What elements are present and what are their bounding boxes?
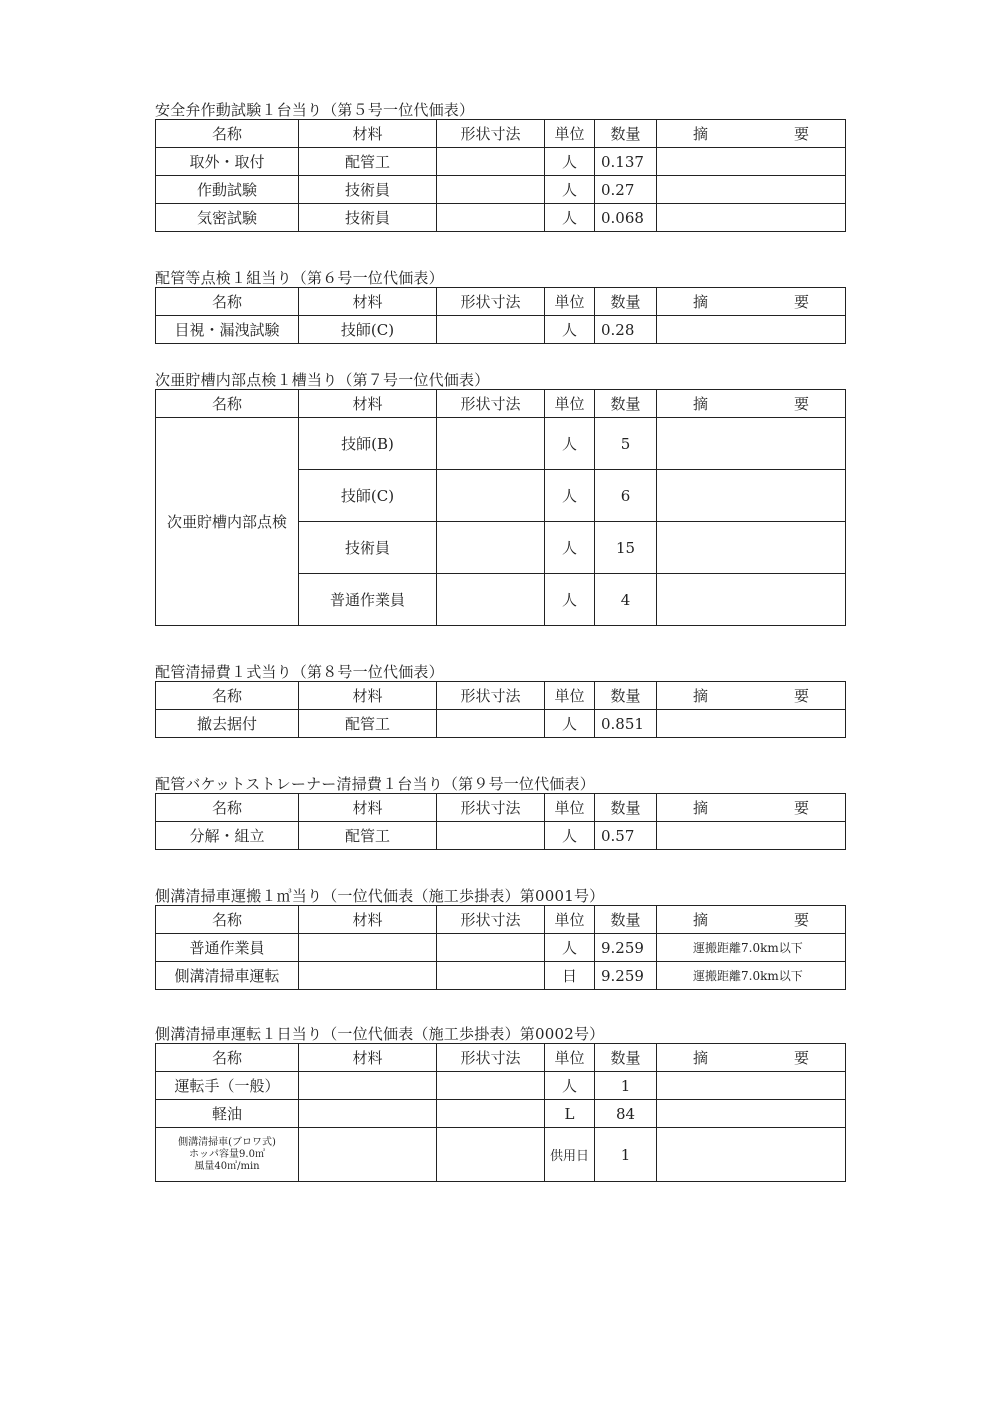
header-material: 材料 [299,120,437,148]
cell-name: 側溝清掃車運転 [156,962,299,990]
cell-qty: 0.851 [595,710,657,738]
cell-qty: 6 [595,470,657,522]
cell-remark [657,316,846,344]
header-shape: 形状寸法 [437,1044,545,1072]
header-row [156,906,846,934]
cell-remark: 運搬距離7.0km以下 [657,962,846,990]
cell-material: 技術員 [299,176,437,204]
header-name: 名称 [156,794,299,822]
table-section-7 [155,1025,845,1182]
cell-remark: 運搬距離7.0km以下 [657,934,846,962]
table-row [156,934,846,962]
table-caption: 配管清掃費１式当り（第８号一位代価表） [155,663,444,681]
header-remark-b: 要 [793,911,809,929]
header-material: 材料 [299,682,437,710]
cell-remark [657,470,846,522]
cost-table [155,905,846,990]
cell-unit: 人 [545,470,595,522]
cost-table [155,389,846,626]
cell-remark [657,1072,846,1100]
cell-shape [437,418,545,470]
header-row [156,1044,846,1072]
header-remark-a: 摘 [693,125,709,143]
cost-table [155,1043,846,1182]
header-remark [657,682,846,710]
header-remark-b: 要 [793,293,809,311]
header-name: 名称 [156,682,299,710]
header-qty: 数量 [595,288,657,316]
name-line-2: ホッパ容量9.0㎥ [189,1148,265,1160]
header-name: 名称 [156,120,299,148]
table-row [156,418,846,470]
header-remark-a: 摘 [693,687,709,705]
cell-qty: 84 [595,1100,657,1128]
cell-remark [657,148,846,176]
cell-qty: 0.28 [595,316,657,344]
cell-qty: 1 [595,1072,657,1100]
header-shape: 形状寸法 [437,390,545,418]
table-row [156,176,846,204]
table-row [156,822,846,850]
table-section-1 [155,101,845,232]
cell-remark [657,1100,846,1128]
cell-name: 目視・漏洩試験 [156,316,299,344]
table-row [156,1072,846,1100]
header-name: 名称 [156,288,299,316]
table-row [156,710,846,738]
header-qty: 数量 [595,906,657,934]
table-caption: 次亜貯槽内部点検１槽当り（第７号一位代価表） [155,371,490,389]
header-qty: 数量 [595,682,657,710]
header-remark-a: 摘 [693,293,709,311]
table-caption: 配管等点検１組当り（第６号一位代価表） [155,269,444,287]
cell-name: 分解・組立 [156,822,299,850]
header-qty: 数量 [595,1044,657,1072]
cell-unit: 人 [545,934,595,962]
cell-name: 取外・取付 [156,148,299,176]
header-remark-b: 要 [793,125,809,143]
header-name: 名称 [156,1044,299,1072]
cell-material [299,1128,437,1182]
header-unit: 単位 [545,120,595,148]
cell-shape [437,1100,545,1128]
header-remark [657,794,846,822]
header-row [156,682,846,710]
cell-material [299,1072,437,1100]
cell-remark [657,710,846,738]
cell-shape [437,934,545,962]
header-shape: 形状寸法 [437,794,545,822]
cell-shape [437,316,545,344]
cell-material: 配管工 [299,822,437,850]
header-remark [657,120,846,148]
header-row [156,120,846,148]
header-shape: 形状寸法 [437,120,545,148]
table-row [156,316,846,344]
cell-material: 普通作業員 [299,574,437,626]
cell-material [299,962,437,990]
cell-shape [437,962,545,990]
header-qty: 数量 [595,120,657,148]
table-caption: 配管バケットストレーナー清掃費１台当り（第９号一位代価表） [155,775,595,793]
header-remark [657,906,846,934]
cell-remark [657,1128,846,1182]
header-row [156,288,846,316]
header-unit: 単位 [545,794,595,822]
cell-unit: 日 [545,962,595,990]
header-shape: 形状寸法 [437,288,545,316]
table-row [156,1128,846,1182]
cell-qty: 1 [595,1128,657,1182]
cell-remark [657,822,846,850]
cell-name: 撤去据付 [156,710,299,738]
cell-qty: 0.068 [595,204,657,232]
cell-remark [657,204,846,232]
cell-qty: 5 [595,418,657,470]
table-row [156,148,846,176]
cell-material: 技術員 [299,522,437,574]
cell-unit: 人 [545,1072,595,1100]
cell-material: 技師(C) [299,470,437,522]
cell-material: 技師(B) [299,418,437,470]
cell-material: 技術員 [299,204,437,232]
header-unit: 単位 [545,288,595,316]
name-line-1: 側溝清掃車(ブロワ式) [178,1136,276,1148]
header-remark [657,390,846,418]
cell-material: 技師(C) [299,316,437,344]
table-row [156,962,846,990]
cell-qty: 15 [595,522,657,574]
header-material: 材料 [299,906,437,934]
cell-material [299,934,437,962]
header-material: 材料 [299,794,437,822]
cell-remark [657,522,846,574]
cell-name: 運転手（一般） [156,1072,299,1100]
header-remark [657,1044,846,1072]
cell-name: 作動試験 [156,176,299,204]
cell-unit: 人 [545,710,595,738]
cell-qty: 0.137 [595,148,657,176]
header-name: 名称 [156,906,299,934]
cell-unit: 人 [545,204,595,232]
header-qty: 数量 [595,390,657,418]
table-section-5 [155,775,845,850]
header-material: 材料 [299,288,437,316]
cell-shape [437,710,545,738]
cell-shape [437,470,545,522]
header-material: 材料 [299,1044,437,1072]
header-remark [657,288,846,316]
cell-qty: 4 [595,574,657,626]
cell-unit: 人 [545,574,595,626]
table-caption: 側溝清掃車運転１日当り（一位代価表（施工歩掛表）第0002号） [155,1025,605,1043]
cell-remark [657,176,846,204]
cell-unit: 人 [545,822,595,850]
header-row [156,390,846,418]
table-row [156,1100,846,1128]
cell-qty: 0.27 [595,176,657,204]
header-remark-a: 摘 [693,911,709,929]
cell-unit: 人 [545,522,595,574]
cell-unit: 人 [545,148,595,176]
cell-name: 軽油 [156,1100,299,1128]
cell-name: 普通作業員 [156,934,299,962]
cell-qty: 9.259 [595,962,657,990]
header-remark-a: 摘 [693,1049,709,1067]
header-unit: 単位 [545,390,595,418]
header-remark-b: 要 [793,799,809,817]
header-remark-b: 要 [793,1049,809,1067]
header-remark-b: 要 [793,395,809,413]
header-unit: 単位 [545,682,595,710]
cell-shape [437,574,545,626]
cell-group-name: 次亜貯槽内部点検 [156,418,299,626]
cell-unit: L [545,1100,595,1128]
name-line-3: 風量40㎥/min [194,1160,260,1172]
table-row [156,204,846,232]
cell-remark [657,574,846,626]
cell-name: 気密試験 [156,204,299,232]
header-unit: 単位 [545,1044,595,1072]
cell-shape [437,522,545,574]
header-remark-a: 摘 [693,395,709,413]
cell-unit: 人 [545,176,595,204]
cell-shape [437,204,545,232]
cost-table [155,287,846,344]
cell-material: 配管工 [299,710,437,738]
cell-unit: 人 [545,418,595,470]
cost-table [155,793,846,850]
cell-qty: 9.259 [595,934,657,962]
cell-material [299,1100,437,1128]
header-shape: 形状寸法 [437,682,545,710]
cell-qty: 0.57 [595,822,657,850]
cell-shape [437,822,545,850]
cell-unit: 人 [545,316,595,344]
table-caption: 側溝清掃車運搬１㎥当り（一位代価表（施工歩掛表）第0001号） [155,887,605,905]
table-section-6 [155,887,845,990]
cost-table [155,119,846,232]
cell-shape [437,1072,545,1100]
header-remark-a: 摘 [693,799,709,817]
header-unit: 単位 [545,906,595,934]
cell-unit: 供用日 [545,1128,595,1182]
cell-shape [437,148,545,176]
header-qty: 数量 [595,794,657,822]
table-section-3 [155,371,845,626]
cell-shape [437,176,545,204]
header-material: 材料 [299,390,437,418]
table-section-2 [155,269,845,344]
cost-table [155,681,846,738]
header-row [156,794,846,822]
header-name: 名称 [156,390,299,418]
cell-shape [437,1128,545,1182]
cell-remark [657,418,846,470]
header-remark-b: 要 [793,687,809,705]
cell-material: 配管工 [299,148,437,176]
header-shape: 形状寸法 [437,906,545,934]
table-section-4 [155,663,845,738]
cell-name-multiline [156,1128,299,1182]
table-caption: 安全弁作動試験１台当り（第５号一位代価表） [155,101,475,119]
